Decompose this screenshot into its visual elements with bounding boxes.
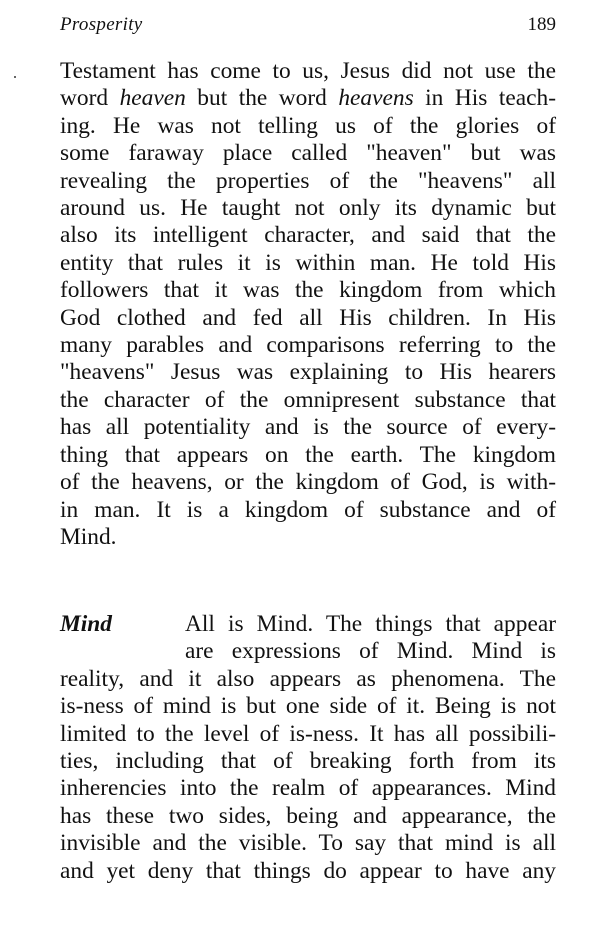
text-line: "heavens" Jesus was explaining to His hearers: [60, 359, 556, 386]
text-line: also its intelligent character, and said that the: [60, 222, 556, 249]
text-line: has all potentiality and is the source of every-: [60, 414, 556, 441]
paragraph-heavens: [60, 58, 556, 551]
page-header: [60, 14, 556, 42]
text-line: Mind.: [60, 523, 117, 550]
section-head-row: [60, 611, 556, 638]
text-line: followers that it was the kingdom from which: [60, 277, 556, 304]
text-line: All is Mind. The things that appear: [185, 611, 556, 637]
running-head: Prosperity: [60, 14, 143, 35]
text-fragment: but the word: [185, 85, 339, 112]
text-line: are expressions of Mind. Mind is: [185, 638, 556, 665]
text-line: inherencies into the realm of appearances. Mind: [60, 775, 556, 802]
text-line: many parables and comparisons referring to the: [60, 332, 556, 359]
text-line: entity that rules it is within man. He told His: [60, 249, 556, 276]
text-line: invisible and the visible. To say that mind is all: [60, 830, 556, 857]
text-line: Testament has come to us, Jesus did not use the: [60, 58, 556, 84]
section-heading: Mind: [60, 611, 113, 637]
margin-mark: [14, 76, 16, 78]
text-fragment: word: [60, 85, 120, 112]
section-mind: [60, 611, 556, 885]
text-line: in man. It is a kingdom of substance and of: [60, 496, 556, 523]
text-line: and yet deny that things do appear to have any: [60, 857, 556, 884]
text-line: ties, including that of breaking forth from its: [60, 748, 556, 775]
text-line: [60, 85, 556, 112]
emphasis-heavens: heavens: [338, 85, 414, 112]
text-fragment: in His teach-: [413, 85, 556, 112]
text-line: ing. He was not telling us of the glories of: [60, 112, 556, 139]
text-line: revealing the properties of the "heavens" all: [60, 167, 556, 194]
text-line: God clothed and fed all His children. In His: [60, 304, 556, 331]
text-line: is-ness of mind is but one side of it. Being is not: [60, 693, 556, 720]
text-line: of the heavens, or the kingdom of God, is with-: [60, 469, 556, 496]
text-line: the character of the omnipresent substance that: [60, 386, 556, 413]
text-line: has these two sides, being and appearance, the: [60, 802, 556, 829]
text-line: around us. He taught not only its dynamic but: [60, 195, 556, 222]
page-number: 189: [527, 14, 556, 35]
text-line: thing that appears on the earth. The kingdom: [60, 441, 556, 468]
text-line: reality, and it also appears as phenomena. The: [60, 665, 556, 692]
text-line: limited to the level of is-ness. It has all possibili-: [60, 720, 556, 747]
text-line: some faraway place called "heaven" but was: [60, 140, 556, 167]
emphasis-heaven: heaven: [119, 85, 186, 112]
